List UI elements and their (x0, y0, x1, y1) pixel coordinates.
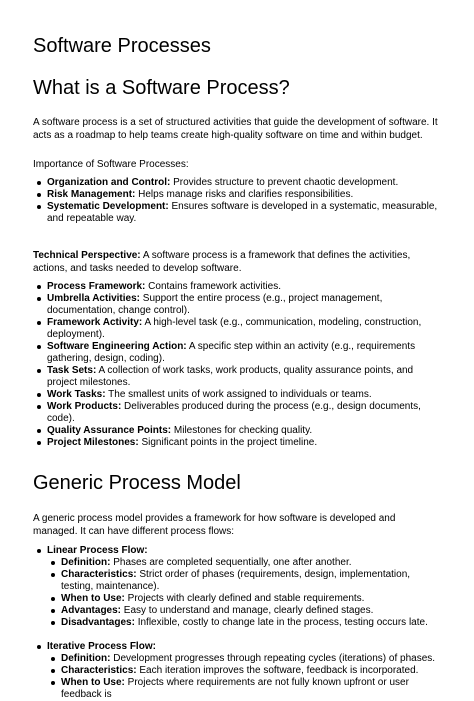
section-heading-software-process: What is a Software Process? (33, 77, 290, 99)
item-text: Projects where requirements are not fully known upfront or user feedback is (61, 677, 409, 700)
item-term: Definition: (61, 557, 111, 568)
document-title: Software Processes (33, 35, 211, 57)
item-text: Contains framework activities. (145, 281, 281, 292)
list-item (33, 281, 441, 293)
item-term: Software Engineering Action: (47, 341, 187, 352)
technical-perspective-paragraph (33, 249, 441, 275)
item-term: Risk Management: (47, 189, 136, 200)
list-item (47, 605, 441, 617)
item-text: Significant points in the project timeline. (138, 437, 318, 448)
list-item (33, 177, 441, 189)
item-term: Characteristics: (61, 569, 137, 580)
intro-paragraph: A software process is a set of structured activities that guide the development of software. It acts as a roadmap to help teams create high-quality software on time and within budget. (33, 117, 438, 141)
item-term: Definition: (61, 653, 111, 664)
importance-label: Importance of Software Processes: (33, 159, 189, 170)
item-term: Work Tasks: (47, 389, 106, 400)
item-term: Organization and Control: (47, 177, 171, 188)
item-text: Each iteration improves the software, feedback is incorporated. (136, 665, 419, 676)
item-term: Process Framework: (47, 281, 146, 292)
list-item (33, 189, 441, 201)
list-item (47, 557, 441, 569)
linear-flow-title: Linear Process Flow: (47, 545, 148, 556)
item-text: Development progresses through repeating cycles (iterations) of phases. (110, 653, 436, 664)
item-text: A high-level task (e.g., communication, modeling, construction, deployment). (47, 317, 422, 340)
list-item (47, 569, 441, 593)
tech-text: A software process is a framework that defines the activities, actions, and tasks needed to develop software. (33, 250, 411, 274)
list-item (47, 677, 441, 701)
list-item (33, 437, 441, 449)
importance-list (33, 177, 441, 225)
item-text: Strict order of phases (requirements, design, implementation, testing, maintenance). (61, 569, 411, 592)
item-text: Deliverables produced during the process (e.g., design documents, code). (47, 401, 421, 424)
item-text: Helps manage risks and clarifies responsibilities. (135, 189, 354, 200)
generic-intro-paragraph: A generic process model provides a framework for how software is developed and managed. It can have different process flows: (33, 513, 396, 537)
item-term: Quality Assurance Points: (47, 425, 172, 436)
item-text: Provides structure to prevent chaotic development. (170, 177, 399, 188)
item-text: Inflexible, costly to change late in the process, testing occurs late. (134, 617, 428, 628)
tech-term: Technical Perspective: (33, 250, 141, 261)
item-term: Project Milestones: (47, 437, 139, 448)
item-term: Framework Activity: (47, 317, 143, 328)
item-text: Milestones for checking quality. (171, 425, 313, 436)
item-term: When to Use: (61, 677, 125, 688)
list-item (47, 653, 441, 665)
iterative-flow-item (33, 641, 441, 701)
technical-list (33, 281, 441, 449)
item-term: When to Use: (61, 593, 125, 604)
item-text: Easy to understand and manage, clearly defined stages. (121, 605, 374, 616)
item-term: Disadvantages: (61, 617, 135, 628)
linear-flow-item (33, 545, 441, 629)
item-term: Systematic Development: (47, 201, 169, 212)
item-term: Task Sets: (47, 365, 97, 376)
item-text: Ensures software is developed in a systematic, measurable, and repeatable way. (47, 201, 438, 224)
list-item (33, 341, 441, 365)
list-item (33, 201, 441, 225)
list-item (33, 317, 441, 341)
item-term: Work Products: (47, 401, 122, 412)
section-heading-generic-process-model: Generic Process Model (33, 472, 241, 494)
iterative-flow-title: Iterative Process Flow: (47, 641, 156, 652)
list-item (47, 593, 441, 605)
item-text: The smallest units of work assigned to individuals or teams. (105, 389, 372, 400)
item-term: Umbrella Activities: (47, 293, 140, 304)
list-item (33, 389, 441, 401)
item-text: Projects with clearly defined and stable requirements. (124, 593, 365, 604)
iterative-flow-details (47, 653, 441, 701)
item-term: Advantages: (61, 605, 122, 616)
item-text: Phases are completed sequentially, one after another. (110, 557, 352, 568)
item-text: Support the entire process (e.g., project management, documentation, change control). (47, 293, 383, 316)
process-flow-list (33, 545, 441, 701)
linear-flow-details (47, 557, 441, 629)
item-text: A specific step within an activity (e.g., requirements gathering, design, coding). (47, 341, 416, 364)
list-item (47, 617, 441, 629)
list-item (33, 365, 441, 389)
list-item (47, 665, 441, 677)
list-item (33, 425, 441, 437)
item-term: Characteristics: (61, 665, 137, 676)
item-text: A collection of work tasks, work products, quality assurance points, and project milestones. (47, 365, 414, 388)
list-item (33, 293, 441, 317)
list-item (33, 401, 441, 425)
